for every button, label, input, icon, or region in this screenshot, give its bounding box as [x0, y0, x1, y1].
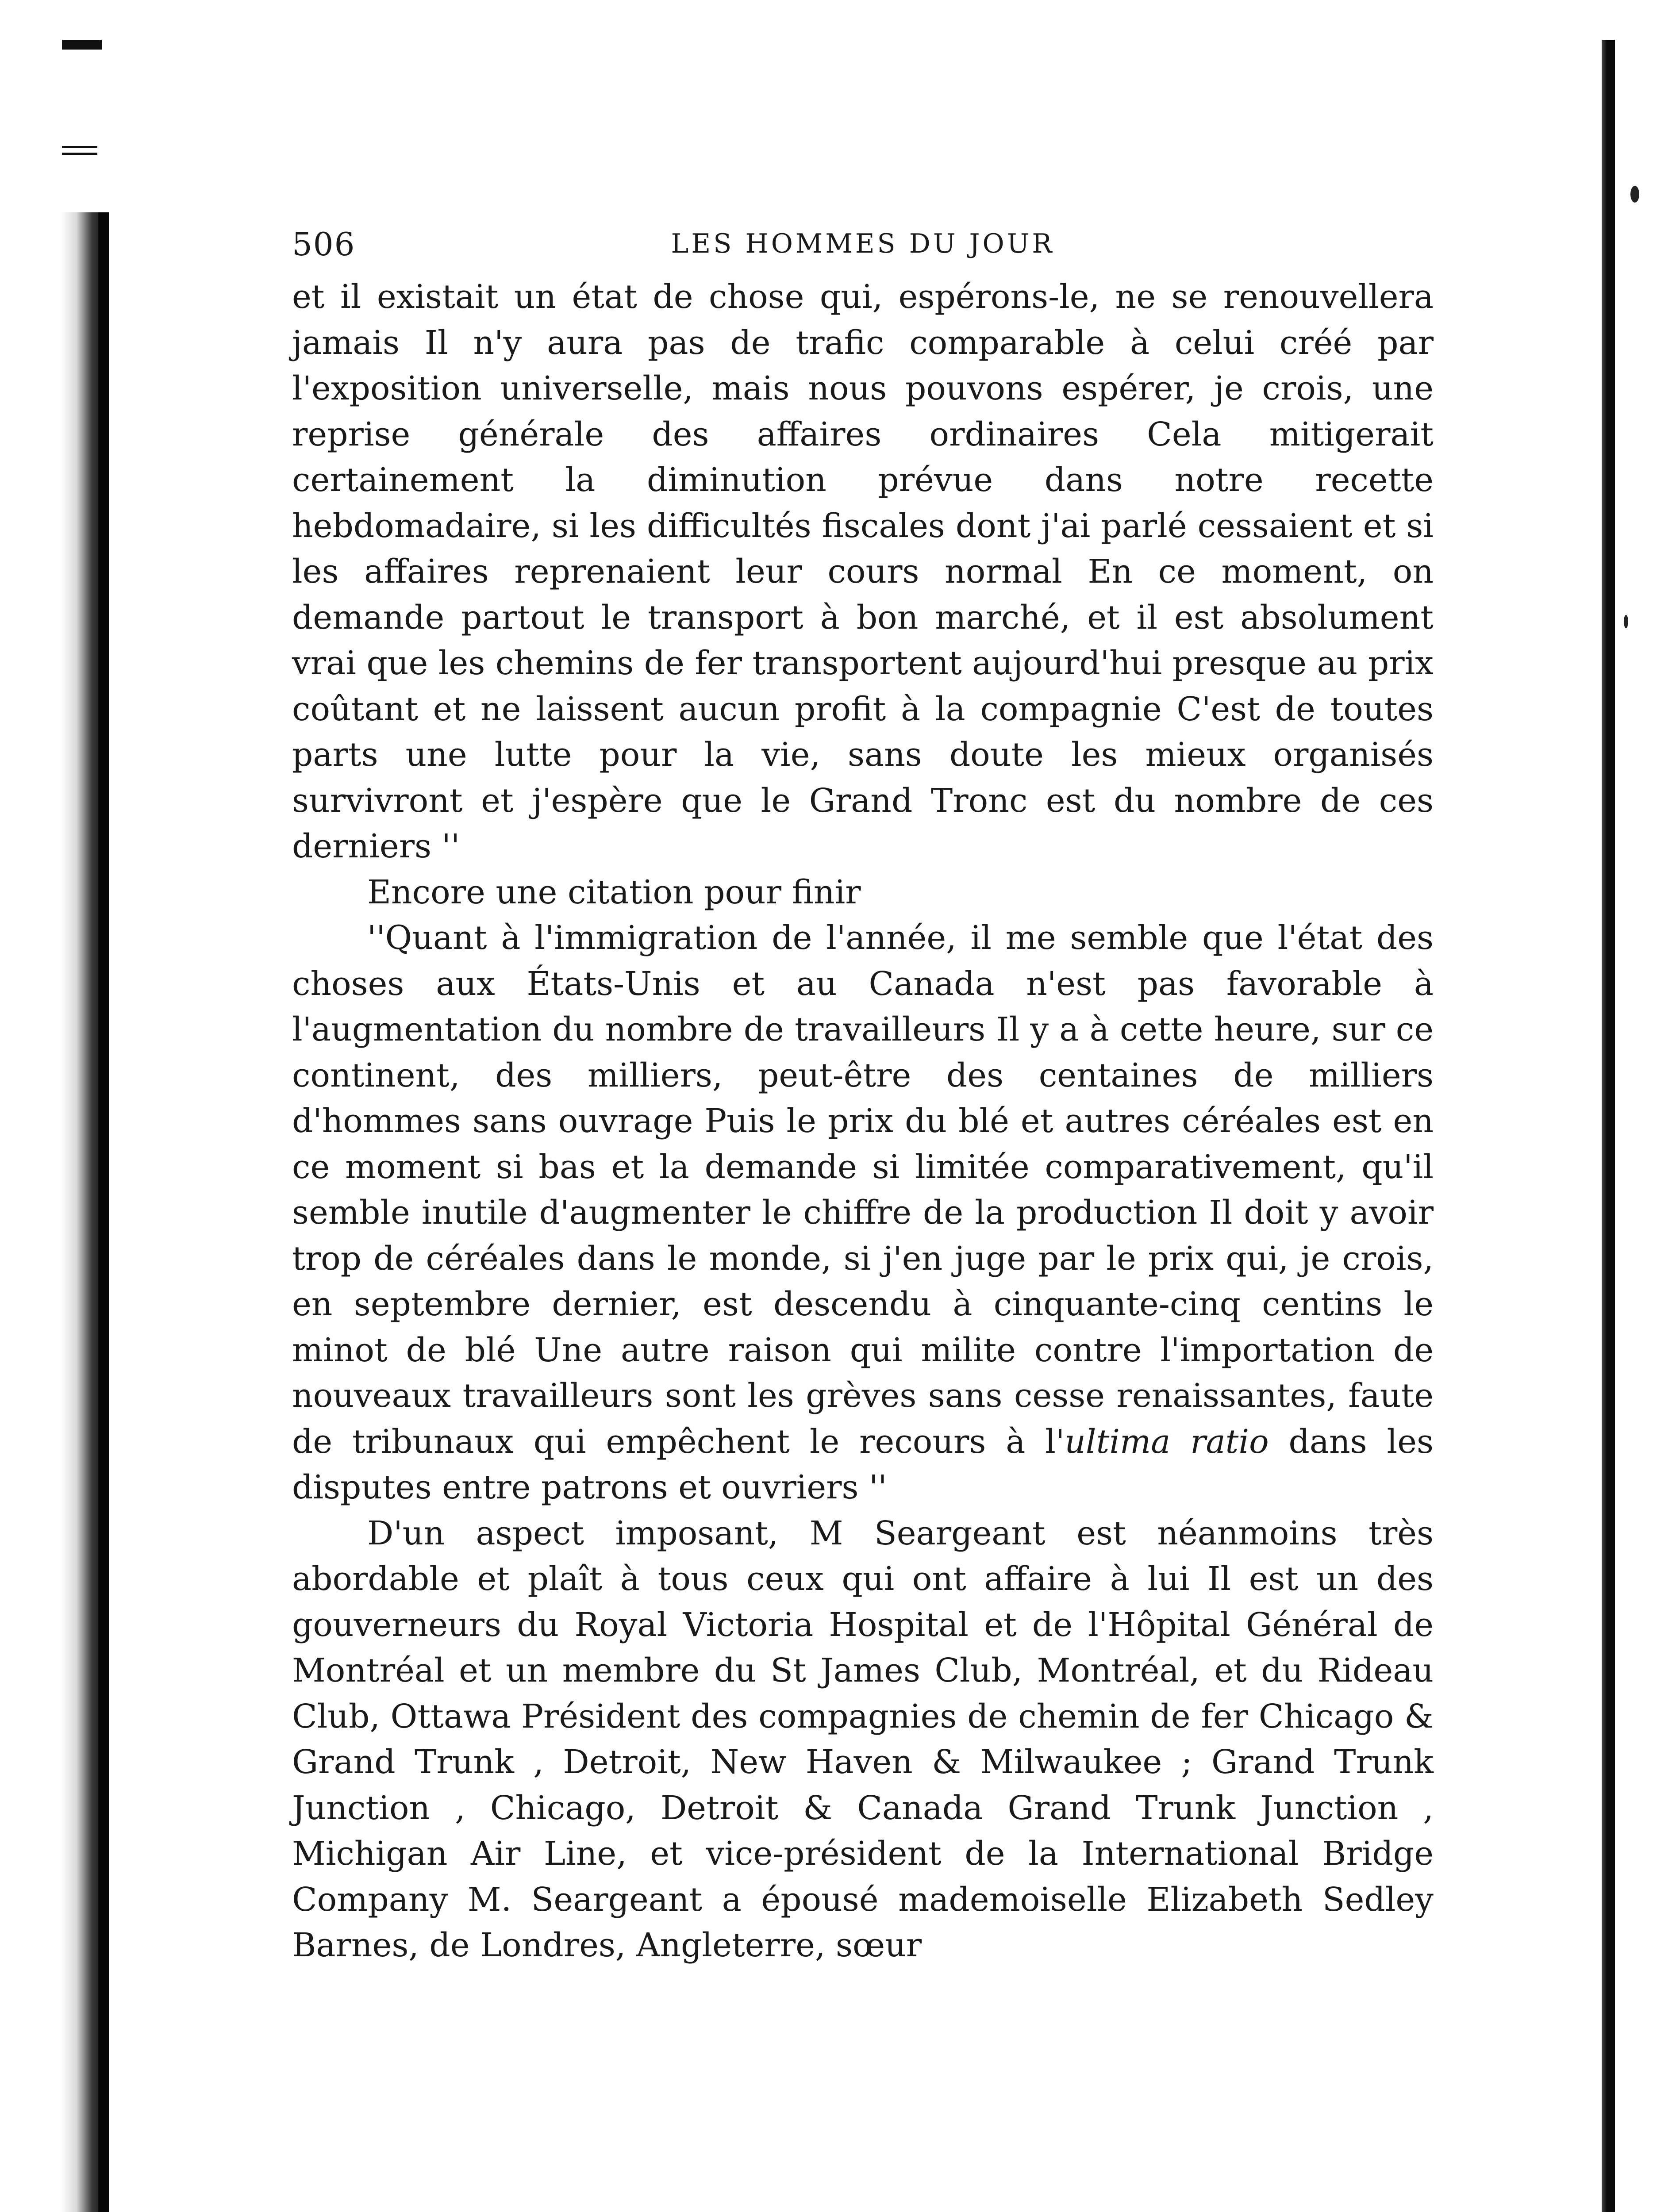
page-number: 506 [292, 226, 356, 263]
latin-phrase: ultima ratio [1065, 1422, 1269, 1461]
scan-speck [1624, 615, 1628, 628]
paragraph-1: et il existait un état de chose qui, espérons-le, ne se renouvellera jamais Il n'y aura pas de trafic comparable à celui créé par l'exposition universelle, mais nous pouvons espérer, je crois, une reprise générale des affaires ordinaires Cela mitigerait certainement la diminution prévue dans notre recette hebdomadaire, si les difficultés fiscales dont j'ai parlé cessaient et si les affaires reprenaient leur cours normal En ce moment, on demande partout le transport à bon marché, et il est absolument vrai que les chemins de fer transportent aujourd'hui presque au prix coûtant et ne laissent aucun profit à la compagnie C'est de toutes parts une lutte pour la vie, sans doute les mieux organisés survivront et j'espère que le Grand Tronc est du nombre de ces derniers '' [292, 278, 1434, 865]
paragraph-4: D'un aspect imposant, M Seargeant est néanmoins très abordable et plaît à tous ceux qui ont affaire à lui Il est un des gouverneurs du Royal Victoria Hospital et de l'Hôpital Général de Montréal et un membre du St James Club, Montréal, et du Rideau Club, Ottawa Président des compagnies de chemin de fer Chicago & Grand Trunk , Detroit, New Haven & Milwaukee ; Grand Trunk Junction , Chicago, Detroit & Canada Grand Trunk Junction , Michigan Air Line, et vice-président de la International Bridge Company M. Seargeant a épousé mademoiselle Elizabeth Sedley Barnes, de Londres, Angleterre, sœur [292, 1514, 1434, 1964]
paragraph-3 [292, 915, 1434, 1511]
page-edge-shadow [1602, 40, 1615, 2212]
paragraph-3-text-before: ''Quant à l'immigration de l'année, il me semble que l'état des choses aux États-Unis et au Canada n'est pas favorable à l'augmentation du nombre de travailleurs Il y a à cette heure, sur ce continent, des milliers, peut-être des centaines de milliers d'hommes sans ouvrage Puis le prix du blé et autres céréales est en ce moment si bas et la demande si limitée comparativement, qu'il semble inutile d'augmenter le chiffre de la production Il doit y avoir trop de céréales dans le monde, si j'en juge par le prix qui, je crois, en septembre dernier, est descendu à cinquante-cinq centins le minot de blé Une autre raison qui milite contre l'importation de nouveaux travailleurs sont les grèves sans cesse renaissantes, faute de tribunaux qui empêchent le recours à l' [292, 919, 1434, 1461]
binding-shadow [61, 212, 105, 2212]
scan-speck [1630, 186, 1639, 203]
running-head [292, 226, 1434, 274]
book-page [292, 226, 1434, 1969]
paragraph-3-text-after: dans les disputes entre patrons et ouvriers '' [292, 1422, 1434, 1506]
paragraph-2: Encore une citation pour finir [367, 873, 861, 911]
running-title: LES HOMMES DU JOUR [671, 228, 1055, 259]
body-text [292, 274, 1434, 1969]
